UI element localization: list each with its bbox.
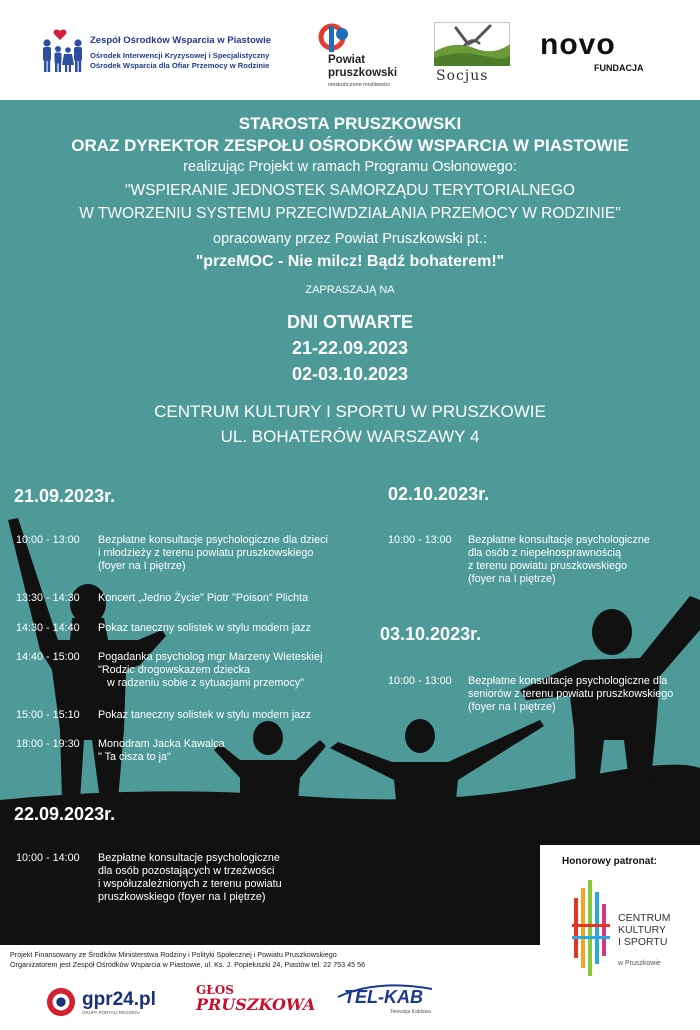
event-description: Koncert „Jedno Życie" Piotr "Poison" Plichta [98, 592, 309, 604]
date-heading-day1: 21.09.2023r. [14, 486, 116, 506]
schedule-event [16, 852, 356, 908]
event-time: 10:00 - 13:00 [16, 534, 80, 546]
gpr24-name: gpr24.pl [82, 989, 156, 1010]
schedule-event [16, 651, 356, 691]
powiat-logo [318, 20, 418, 90]
powiat-tagline: nieskończone możliwości [328, 82, 390, 88]
event-description: Pokaz taneczny solistek w stylu modern jazz [98, 622, 312, 634]
gpr24-logo [44, 985, 164, 1019]
footer-line-1: Projekt Finansowany ze Środków Ministerstwa Rodziny i Polityki Społecznej i Powiatu Pruszkowskiego [10, 950, 337, 959]
telkab-name: TEL-KAB [344, 987, 423, 1007]
schedule-event [16, 709, 356, 723]
schedule-event [388, 675, 698, 715]
main-poster [0, 100, 700, 845]
date-heading-day2: 22.09.2023r. [14, 804, 116, 824]
ckis-line-2: KULTURY [618, 924, 667, 936]
glos-line-1: GŁOS [196, 983, 234, 997]
event-time: 15:00 - 15:10 [16, 709, 80, 721]
intro-line-3: realizując Projekt w ramach Programu Osłonowego: [183, 159, 517, 175]
venue-line-1: CENTRUM KULTURY I SPORTU W PRUSZKOWIE [154, 402, 546, 421]
header-logos [0, 0, 700, 100]
intro-line-6: opracowany przez Powiat Pruszkowski pt.: [213, 231, 487, 247]
schedule-event [388, 534, 698, 588]
media-sponsors [0, 975, 700, 1030]
date-heading-day4: 03.10.2023r. [380, 624, 482, 644]
zow-logo [40, 24, 300, 80]
novo-name: novo [540, 28, 616, 61]
date-heading-day3: 02.10.2023r. [388, 484, 490, 504]
schedule-event [16, 738, 356, 766]
project-title: "przeMOC - Nie milcz! Bądź bohaterem!" [195, 253, 505, 270]
event-description: Bezpłatne konsultacje psychologiczne dla seniorów z terenu powiatu pruszkowskiego (foyer na I piętrze) [468, 675, 674, 713]
gpr24-subtitle: GRUPA PORTALI REGIONU [82, 1010, 140, 1015]
event-dates-1: 21-22.09.2023 [291, 338, 409, 358]
socjus-name: Socjus [436, 68, 489, 84]
glos-line-2: PRUSZKOWA [196, 995, 316, 1014]
gpr24-emblem-icon [46, 987, 76, 1017]
schedule-event [16, 534, 356, 574]
powiat-name-2: pruszkowski [328, 67, 398, 79]
zow-title: Zespół Ośrodków Wsparcia w Piastowie [90, 35, 272, 46]
footer-credits [10, 950, 550, 970]
socjus-logo [432, 22, 514, 86]
intro-line-2: ORAZ DYREKTOR ZESPOŁU OŚRODKÓW WSPARCIA W PIASTOWIE [71, 136, 629, 155]
novo-logo [540, 30, 660, 78]
event-time: 18:00 - 19:30 [16, 738, 80, 750]
schedule-event [16, 592, 356, 606]
event-time: 14:40 - 15:00 [16, 651, 80, 663]
hands-emblem-icon [434, 22, 510, 66]
intro-invite: ZAPRASZAJĄ NA [305, 284, 395, 296]
ckis-line-1: CENTRUM [618, 912, 671, 924]
zow-subtitle-2: Ośrodek Wsparcia dla Ofiar Przemocy w Rodzinie [90, 61, 270, 70]
ckis-location: w Pruszkowie [618, 960, 661, 967]
intro-line-1: STAROSTA PRUSZKOWSKI [238, 114, 462, 133]
ckis-name [618, 912, 671, 948]
event-title: DNI OTWARTE [287, 312, 413, 332]
zow-subtitle-1: Ośrodek Interwencji Kryzysowej i Specjalistyczny [90, 51, 270, 60]
event-description: Bezpłatne konsultacje psychologiczne dla osób pozostających w trzeźwości i współuzależnionych z terenu powiatu pruszkowskiego (foyer na I piętrze) [98, 852, 282, 903]
event-description: Pokaz taneczny solistek w stylu modern jazz [98, 709, 312, 721]
glos-pruszkowa-logo [196, 983, 316, 1019]
event-dates-2: 02-03.10.2023 [291, 364, 409, 384]
novo-subtitle: FUNDACJA [594, 63, 644, 73]
event-time: 10:00 - 13:00 [388, 675, 452, 687]
family-icon [40, 28, 84, 74]
footer-line-2: Organizatorem jest Zespół Ośrodków Wsparcia w Piastowie, ul. Ks. J. Popiełuszki 24, Piastów tel. 22 753 45 56 [10, 960, 366, 969]
patronage-title: Honorowy patronat: [562, 856, 657, 867]
event-time: 13:30 - 14:30 [16, 592, 80, 604]
powiat-name-1: Powiat [328, 54, 366, 66]
telkab-logo [336, 983, 446, 1021]
telkab-subtitle: Telewizja Kablowa [390, 1009, 431, 1015]
ckis-emblem-icon [572, 880, 612, 980]
ckis-line-3: I SPORTU [618, 936, 668, 948]
event-time: 10:00 - 13:00 [388, 534, 452, 546]
event-time: 14:30 - 14:40 [16, 622, 80, 634]
powiat-emblem-icon [318, 22, 358, 56]
schedule-event [16, 622, 356, 636]
event-description: Monodram Jacka Kawalca " Ta cisza to ja" [98, 738, 225, 763]
venue-line-2: UL. BOHATERÓW WARSZAWY 4 [220, 427, 480, 446]
intro-line-5: W TWORZENIU SYSTEMU PRZECIWDZIAŁANIA PRZEMOCY W RODZINIE" [79, 205, 621, 222]
event-description: Pogadanka psycholog mgr Marzeny Wieteskiej "Rodzic drogowskazem dziecka w radzeniu sobie z sytuacjami przemocy" [98, 651, 323, 689]
event-description: Bezpłatne konsultacje psychologiczne dla dzieci i młodzieży z terenu powiatu pruszkowskiego (foyer na I piętrze) [98, 534, 328, 572]
event-description: Bezpłatne konsultacje psychologiczne dla osób z niepełnosprawnością z terenu powiatu pruszkowskiego (foyer na I piętrze) [468, 534, 650, 585]
event-time: 10:00 - 14:00 [16, 852, 80, 864]
intro-line-4: "WSPIERANIE JEDNOSTEK SAMORZĄDU TERYTORIALNEGO [125, 182, 575, 199]
